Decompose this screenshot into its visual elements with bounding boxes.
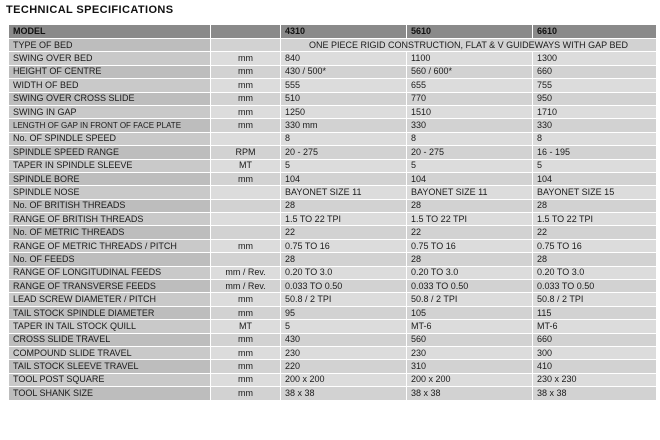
row-value-5610: 0.20 TO 3.0 — [407, 266, 533, 279]
header-unit — [211, 25, 281, 39]
row-value-6610: BAYONET SIZE 15 — [533, 186, 657, 199]
row-value-6610: 8 — [533, 132, 657, 145]
row-unit: RPM — [211, 146, 281, 159]
row-unit — [211, 186, 281, 199]
row-label: TAIL STOCK SPINDLE DIAMETER — [9, 306, 211, 319]
row-label: No. OF BRITISH THREADS — [9, 199, 211, 212]
header-model-label: MODEL — [9, 25, 211, 39]
table-row — [9, 373, 657, 386]
header-model-4310: 4310 — [281, 25, 407, 39]
row-value-4310: 200 x 200 — [281, 373, 407, 386]
row-value-4310: 5 — [281, 320, 407, 333]
row-label: RANGE OF METRIC THREADS / PITCH — [9, 239, 211, 252]
row-value-6610: 28 — [533, 253, 657, 266]
row-value-4310: 28 — [281, 199, 407, 212]
row-value-4310: 50.8 / 2 TPI — [281, 293, 407, 306]
row-label: No. OF SPINDLE SPEED — [9, 132, 211, 145]
table-row — [9, 199, 657, 212]
row-label: RANGE OF LONGITUDINAL FEEDS — [9, 266, 211, 279]
row-value-4310: 840 — [281, 52, 407, 65]
row-value-5610: 8 — [407, 132, 533, 145]
row-value-4310: 430 — [281, 333, 407, 346]
table-header-row — [9, 25, 657, 39]
row-value-5610: 28 — [407, 253, 533, 266]
table-row — [9, 320, 657, 333]
row-value-5610: 655 — [407, 79, 533, 92]
row-value-6610: 410 — [533, 360, 657, 373]
row-value-6610: 330 — [533, 119, 657, 132]
table-row — [9, 360, 657, 373]
row-value-5610: 200 x 200 — [407, 373, 533, 386]
row-label: SPINDLE BORE — [9, 172, 211, 185]
table-row — [9, 266, 657, 279]
row-value-6610: 230 x 230 — [533, 373, 657, 386]
table-row — [9, 346, 657, 359]
row-value-6610: 1710 — [533, 105, 657, 118]
row-value-6610: 0.20 TO 3.0 — [533, 266, 657, 279]
row-value-6610: 5 — [533, 159, 657, 172]
table-row — [9, 280, 657, 293]
row-unit: mm — [211, 239, 281, 252]
row-value-5610: BAYONET SIZE 11 — [407, 186, 533, 199]
row-unit: mm — [211, 105, 281, 118]
row-label: LENGTH OF GAP IN FRONT OF FACE PLATE — [9, 119, 211, 132]
row-value-5610: 22 — [407, 226, 533, 239]
row-label: HEIGHT OF CENTRE — [9, 65, 211, 78]
row-label: TAPER IN SPINDLE SLEEVE — [9, 159, 211, 172]
table-row — [9, 226, 657, 239]
specifications-table — [8, 24, 657, 401]
table-row — [9, 105, 657, 118]
row-value-6610: 660 — [533, 65, 657, 78]
row-label: TAIL STOCK SLEEVE TRAVEL — [9, 360, 211, 373]
row-unit: mm — [211, 346, 281, 359]
row-unit: mm — [211, 79, 281, 92]
row-value-6610: 950 — [533, 92, 657, 105]
row-value-5610: 330 — [407, 119, 533, 132]
row-label: RANGE OF BRITISH THREADS — [9, 213, 211, 226]
row-unit: mm — [211, 65, 281, 78]
table-row — [9, 65, 657, 78]
table-row — [9, 132, 657, 145]
row-value-4310: 0.033 TO 0.50 — [281, 280, 407, 293]
bed-type-value: ONE PIECE RIGID CONSTRUCTION, FLAT & V GUIDEWAYS WITH GAP BED — [281, 39, 657, 52]
table-row — [9, 159, 657, 172]
table-row — [9, 253, 657, 266]
row-value-4310: 0.75 TO 16 — [281, 239, 407, 252]
row-value-4310: 5 — [281, 159, 407, 172]
row-value-4310: 38 x 38 — [281, 387, 407, 400]
row-label: COMPOUND SLIDE TRAVEL — [9, 346, 211, 359]
row-value-5610: 310 — [407, 360, 533, 373]
row-value-5610: 20 - 275 — [407, 146, 533, 159]
row-value-4310: 22 — [281, 226, 407, 239]
row-value-6610: 1300 — [533, 52, 657, 65]
row-value-6610: 104 — [533, 172, 657, 185]
row-unit: mm / Rev. — [211, 280, 281, 293]
row-value-4310: 0.20 TO 3.0 — [281, 266, 407, 279]
row-value-5610: 38 x 38 — [407, 387, 533, 400]
row-label: No. OF METRIC THREADS — [9, 226, 211, 239]
row-unit: mm — [211, 306, 281, 319]
row-label: No. OF FEEDS — [9, 253, 211, 266]
row-value-5610: 1.5 TO 22 TPI — [407, 213, 533, 226]
page-title: TECHNICAL SPECIFICATIONS — [6, 4, 174, 16]
row-unit: mm — [211, 333, 281, 346]
table-row — [9, 79, 657, 92]
row-value-6610: 28 — [533, 199, 657, 212]
row-value-5610: 1510 — [407, 105, 533, 118]
row-value-4310: BAYONET SIZE 11 — [281, 186, 407, 199]
row-value-6610: 38 x 38 — [533, 387, 657, 400]
table-row — [9, 186, 657, 199]
table-row — [9, 39, 657, 52]
row-unit: mm — [211, 92, 281, 105]
row-unit: mm — [211, 172, 281, 185]
row-value-4310: 220 — [281, 360, 407, 373]
row-value-5610: 560 — [407, 333, 533, 346]
row-unit: mm — [211, 52, 281, 65]
row-unit: mm — [211, 293, 281, 306]
row-value-6610: MT-6 — [533, 320, 657, 333]
row-unit — [211, 39, 281, 52]
row-value-4310: 1250 — [281, 105, 407, 118]
row-value-4310: 104 — [281, 172, 407, 185]
row-value-5610: 0.75 TO 16 — [407, 239, 533, 252]
row-value-6610: 22 — [533, 226, 657, 239]
row-unit: mm — [211, 373, 281, 386]
row-value-6610: 50.8 / 2 TPI — [533, 293, 657, 306]
row-value-4310: 8 — [281, 132, 407, 145]
row-unit — [211, 132, 281, 145]
row-value-5610: 560 / 600* — [407, 65, 533, 78]
row-value-6610: 16 - 195 — [533, 146, 657, 159]
row-value-4310: 1.5 TO 22 TPI — [281, 213, 407, 226]
row-value-5610: 105 — [407, 306, 533, 319]
row-value-6610: 115 — [533, 306, 657, 319]
row-unit: mm — [211, 119, 281, 132]
row-unit: MT — [211, 320, 281, 333]
header-model-5610: 5610 — [407, 25, 533, 39]
row-unit: mm — [211, 360, 281, 373]
row-label: SWING IN GAP — [9, 105, 211, 118]
table-row — [9, 119, 657, 132]
table-row — [9, 239, 657, 252]
row-label: TYPE OF BED — [9, 39, 211, 52]
row-label: CROSS SLIDE TRAVEL — [9, 333, 211, 346]
row-unit — [211, 226, 281, 239]
row-value-5610: 1100 — [407, 52, 533, 65]
row-unit — [211, 213, 281, 226]
row-value-4310: 430 / 500* — [281, 65, 407, 78]
row-value-6610: 755 — [533, 79, 657, 92]
row-value-5610: 50.8 / 2 TPI — [407, 293, 533, 306]
table-row — [9, 306, 657, 319]
row-label: SWING OVER BED — [9, 52, 211, 65]
header-model-6610: 6610 — [533, 25, 657, 39]
row-unit: MT — [211, 159, 281, 172]
row-value-5610: 5 — [407, 159, 533, 172]
row-value-4310: 230 — [281, 346, 407, 359]
row-unit: mm / Rev. — [211, 266, 281, 279]
table-row — [9, 213, 657, 226]
row-label: LEAD SCREW DIAMETER / PITCH — [9, 293, 211, 306]
table-row — [9, 333, 657, 346]
row-label: TOOL POST SQUARE — [9, 373, 211, 386]
row-unit — [211, 253, 281, 266]
table-row — [9, 172, 657, 185]
row-value-5610: 0.033 TO 0.50 — [407, 280, 533, 293]
table-body — [9, 39, 657, 401]
row-value-6610: 0.75 TO 16 — [533, 239, 657, 252]
row-value-6610: 0.033 TO 0.50 — [533, 280, 657, 293]
row-value-6610: 660 — [533, 333, 657, 346]
row-value-5610: 230 — [407, 346, 533, 359]
row-unit: mm — [211, 387, 281, 400]
row-label: SPINDLE SPEED RANGE — [9, 146, 211, 159]
row-value-4310: 330 mm — [281, 119, 407, 132]
row-value-4310: 20 - 275 — [281, 146, 407, 159]
row-value-6610: 300 — [533, 346, 657, 359]
table-row — [9, 92, 657, 105]
table-row — [9, 387, 657, 400]
table-row — [9, 293, 657, 306]
table-row — [9, 52, 657, 65]
row-label: TAPER IN TAIL STOCK QUILL — [9, 320, 211, 333]
row-unit — [211, 199, 281, 212]
row-value-4310: 510 — [281, 92, 407, 105]
row-label: RANGE OF TRANSVERSE FEEDS — [9, 280, 211, 293]
row-value-4310: 95 — [281, 306, 407, 319]
row-label: SWING OVER CROSS SLIDE — [9, 92, 211, 105]
table-row — [9, 146, 657, 159]
row-label: WIDTH OF BED — [9, 79, 211, 92]
row-value-5610: 28 — [407, 199, 533, 212]
row-value-5610: 104 — [407, 172, 533, 185]
row-label: SPINDLE NOSE — [9, 186, 211, 199]
row-value-6610: 1.5 TO 22 TPI — [533, 213, 657, 226]
row-value-5610: 770 — [407, 92, 533, 105]
row-label: TOOL SHANK SIZE — [9, 387, 211, 400]
row-value-5610: MT-6 — [407, 320, 533, 333]
row-value-4310: 555 — [281, 79, 407, 92]
row-value-4310: 28 — [281, 253, 407, 266]
